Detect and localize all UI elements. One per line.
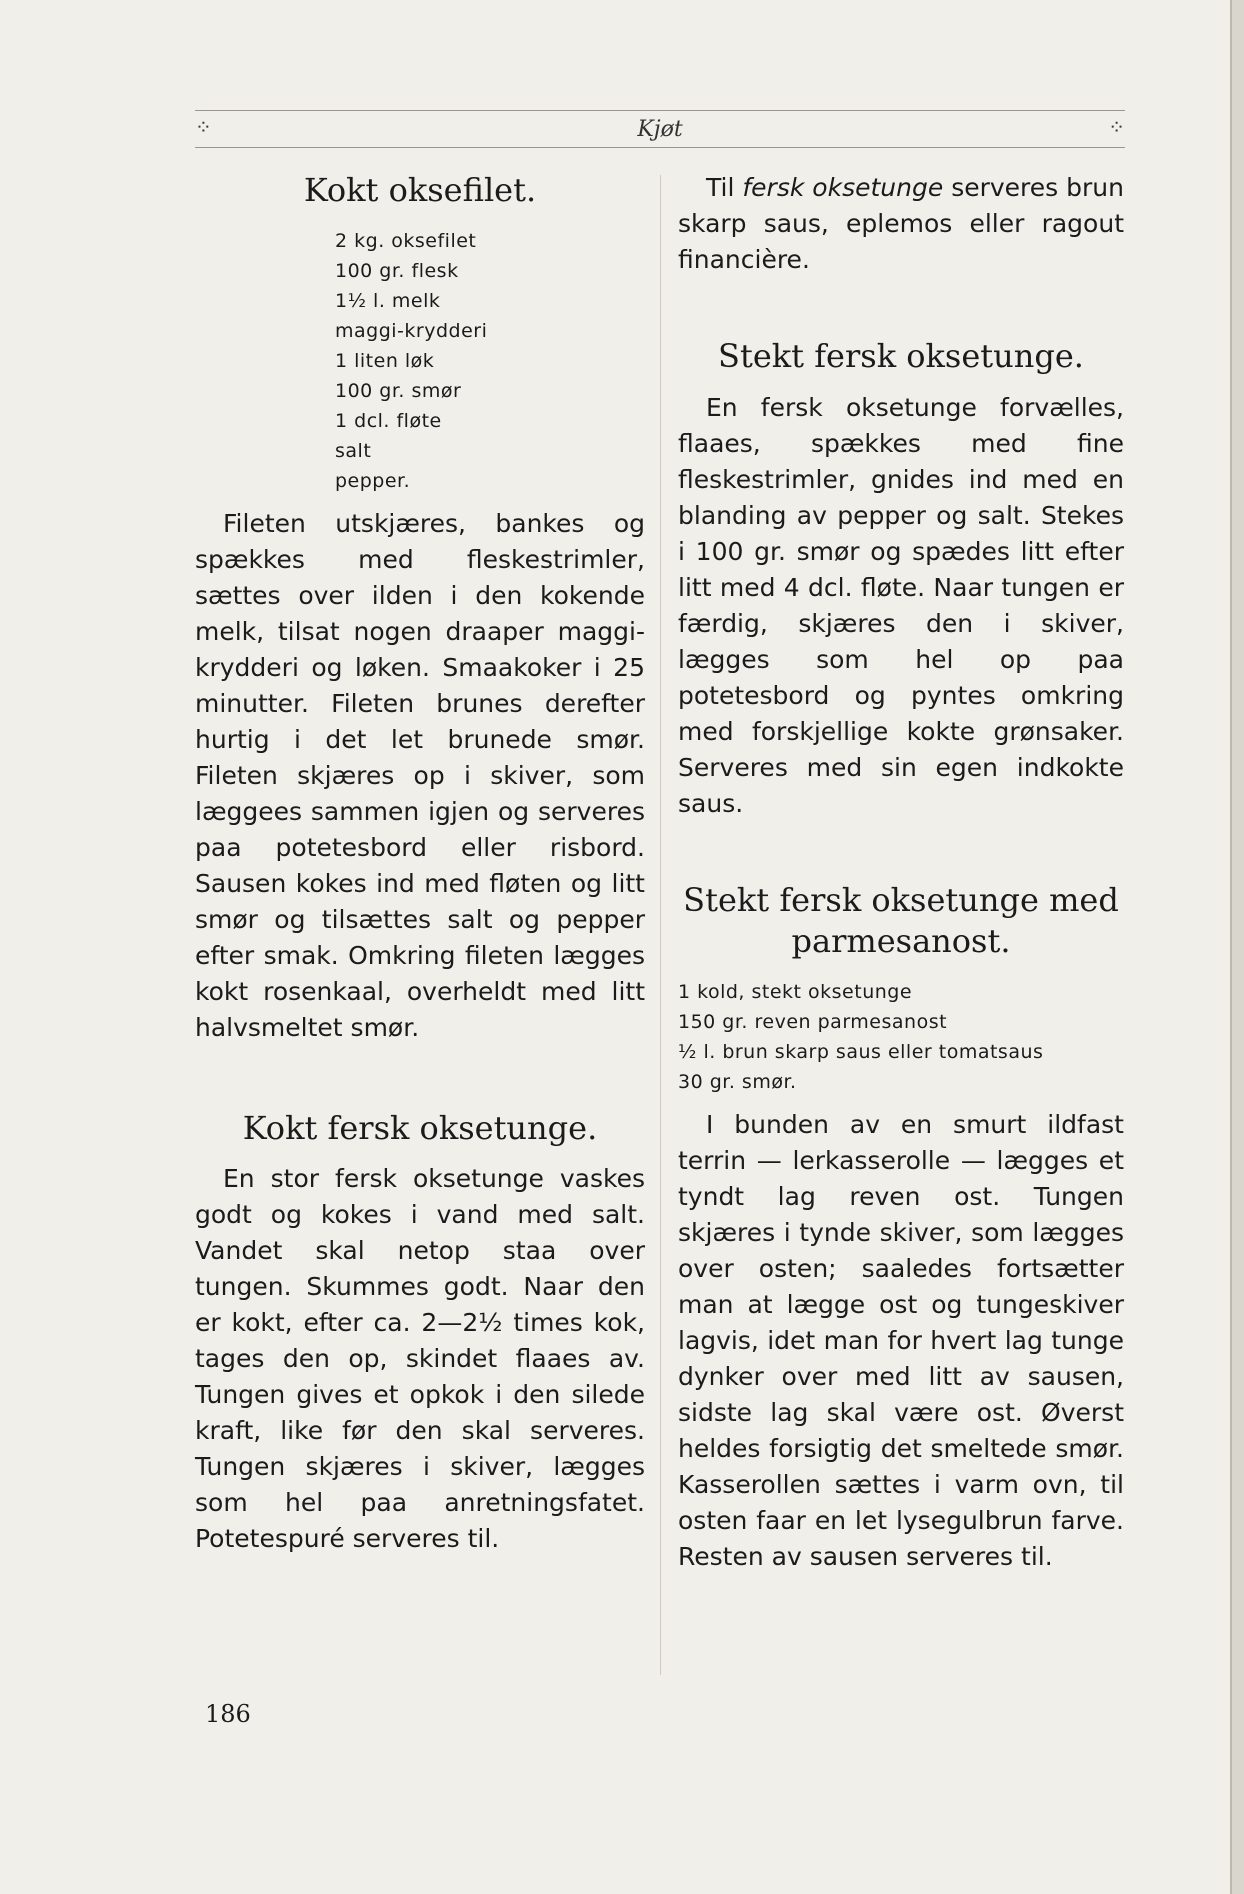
- ingredient-item: 2 kg. oksefilet: [335, 229, 477, 252]
- ingredient-item: 150 gr. reven parmesanost: [678, 1010, 948, 1033]
- serving-note-prefix: Til: [706, 173, 743, 202]
- ingredient-item: 1½ l. melk: [335, 289, 441, 312]
- column-divider: [660, 175, 661, 1675]
- page-number: 186: [205, 1700, 251, 1728]
- ingredient-item: 100 gr. smør: [335, 379, 462, 402]
- serving-note-suffix: serveres brun skarp saus, eplemos eller ragout financière.: [678, 173, 1124, 274]
- ingredient-item: salt: [335, 439, 372, 462]
- ingredient-item: maggi-krydderi: [335, 319, 488, 342]
- recipe-title-kokt-oksefilet: Kokt oksefilet.: [303, 171, 537, 209]
- recipe-title-stekt-fersk-oksetunge: Stekt fersk oksetunge.: [718, 337, 1084, 375]
- recipe-title-kokt-fersk-oksetunge: Kokt fersk oksetunge.: [242, 1108, 598, 1147]
- recipe-body-stekt-oksetunge-parmesan: I bunden av en smurt ildfast terrin — lerkasserolle — lægges et tyndt lag reven ost. Tungen skjæres i tynde skiver, som lægges over osten; saaledes fortsætter man at lægge ost og tungeskiver lagvis, idet man for hvert lag tunge dynker over med litt av sausen, sidste lag skal være ost. Øverst heldes forsigtig det smeltede smør. Kasserollen sættes i varm ovn, til osten faar en let lysegulbrun farve. Resten av sausen serveres til.: [678, 1109, 1124, 1571]
- left-column: [195, 170, 645, 1557]
- ornament-left-icon: ⁘: [195, 115, 212, 139]
- ingredient-item: 30 gr. smør.: [678, 1070, 797, 1093]
- ingredient-item: 1 kold, stekt oksetunge: [678, 980, 913, 1003]
- recipe-body-kokt-oksefilet: Fileten utskjæres, bankes og spækkes med fleskestrimler, sættes over ilden i den kokende melk, tilsat nogen draaper maggi-krydderi og løken. Smaakoker i 25 minutter. Fileten brunes derefter hurtig i det let brunede smør. Fileten skjæres op i skiver, som læggees sammen igjen og serveres paa potetesbord eller risbord. Sausen kokes ind med fløten og litt smør og tilsættes salt og pepper efter smak. Omkring fileten lægges kokt rosenkaal, overheldt med litt halvsmeltet smør.: [195, 508, 645, 1042]
- serving-note: [678, 170, 1124, 278]
- right-column: [678, 170, 1124, 1575]
- serving-note-emphasis: fersk oksetunge: [742, 173, 944, 202]
- ingredient-item: 100 gr. flesk: [335, 259, 459, 282]
- ingredient-list-oksefilet: [335, 226, 645, 496]
- ornament-right-icon: ⁘: [1108, 115, 1125, 139]
- recipe-title-stekt-oksetunge-parmesan: Stekt fersk oksetunge med parmesanost.: [683, 880, 1119, 961]
- running-title: Kjøt: [637, 117, 683, 142]
- ingredient-item: 1 dcl. fløte: [335, 409, 442, 432]
- ingredient-list-parmesan: [678, 977, 1124, 1097]
- recipe-body-kokt-fersk-oksetunge: En stor fersk oksetunge vaskes godt og kokes i vand med salt. Vandet skal netop staa over tungen. Skummes godt. Naar den er kokt, efter ca. 2—2½ times kok, tages den op, skindet flaaes av. Tungen gives et opkok i den silede kraft, like før den skal serveres. Tungen skjæres i skiver, lægges som hel paa anretningsfatet. Potetespuré serveres til.: [195, 1164, 645, 1554]
- running-header: [195, 110, 1125, 148]
- ingredient-item: 1 liten løk: [335, 349, 435, 372]
- ingredient-item: pepper.: [335, 469, 411, 492]
- recipe-body-stekt-fersk-oksetunge: En fersk oksetunge forvælles, flaaes, spækkes med fine fleskestrimler, gnides ind med en blanding av pepper og salt. Stekes i 100 gr. smør og spædes litt efter litt med 4 dcl. fløte. Naar tungen er færdig, skjæres den i skiver, lægges som hel op paa potetesbord og pyntes omkring med forskjellige kokte grønsaker. Serveres med sin egen indkokte saus.: [678, 392, 1124, 818]
- page-edge: [1230, 0, 1244, 1894]
- ingredient-item: ½ l. brun skarp saus eller tomatsaus: [678, 1040, 1044, 1063]
